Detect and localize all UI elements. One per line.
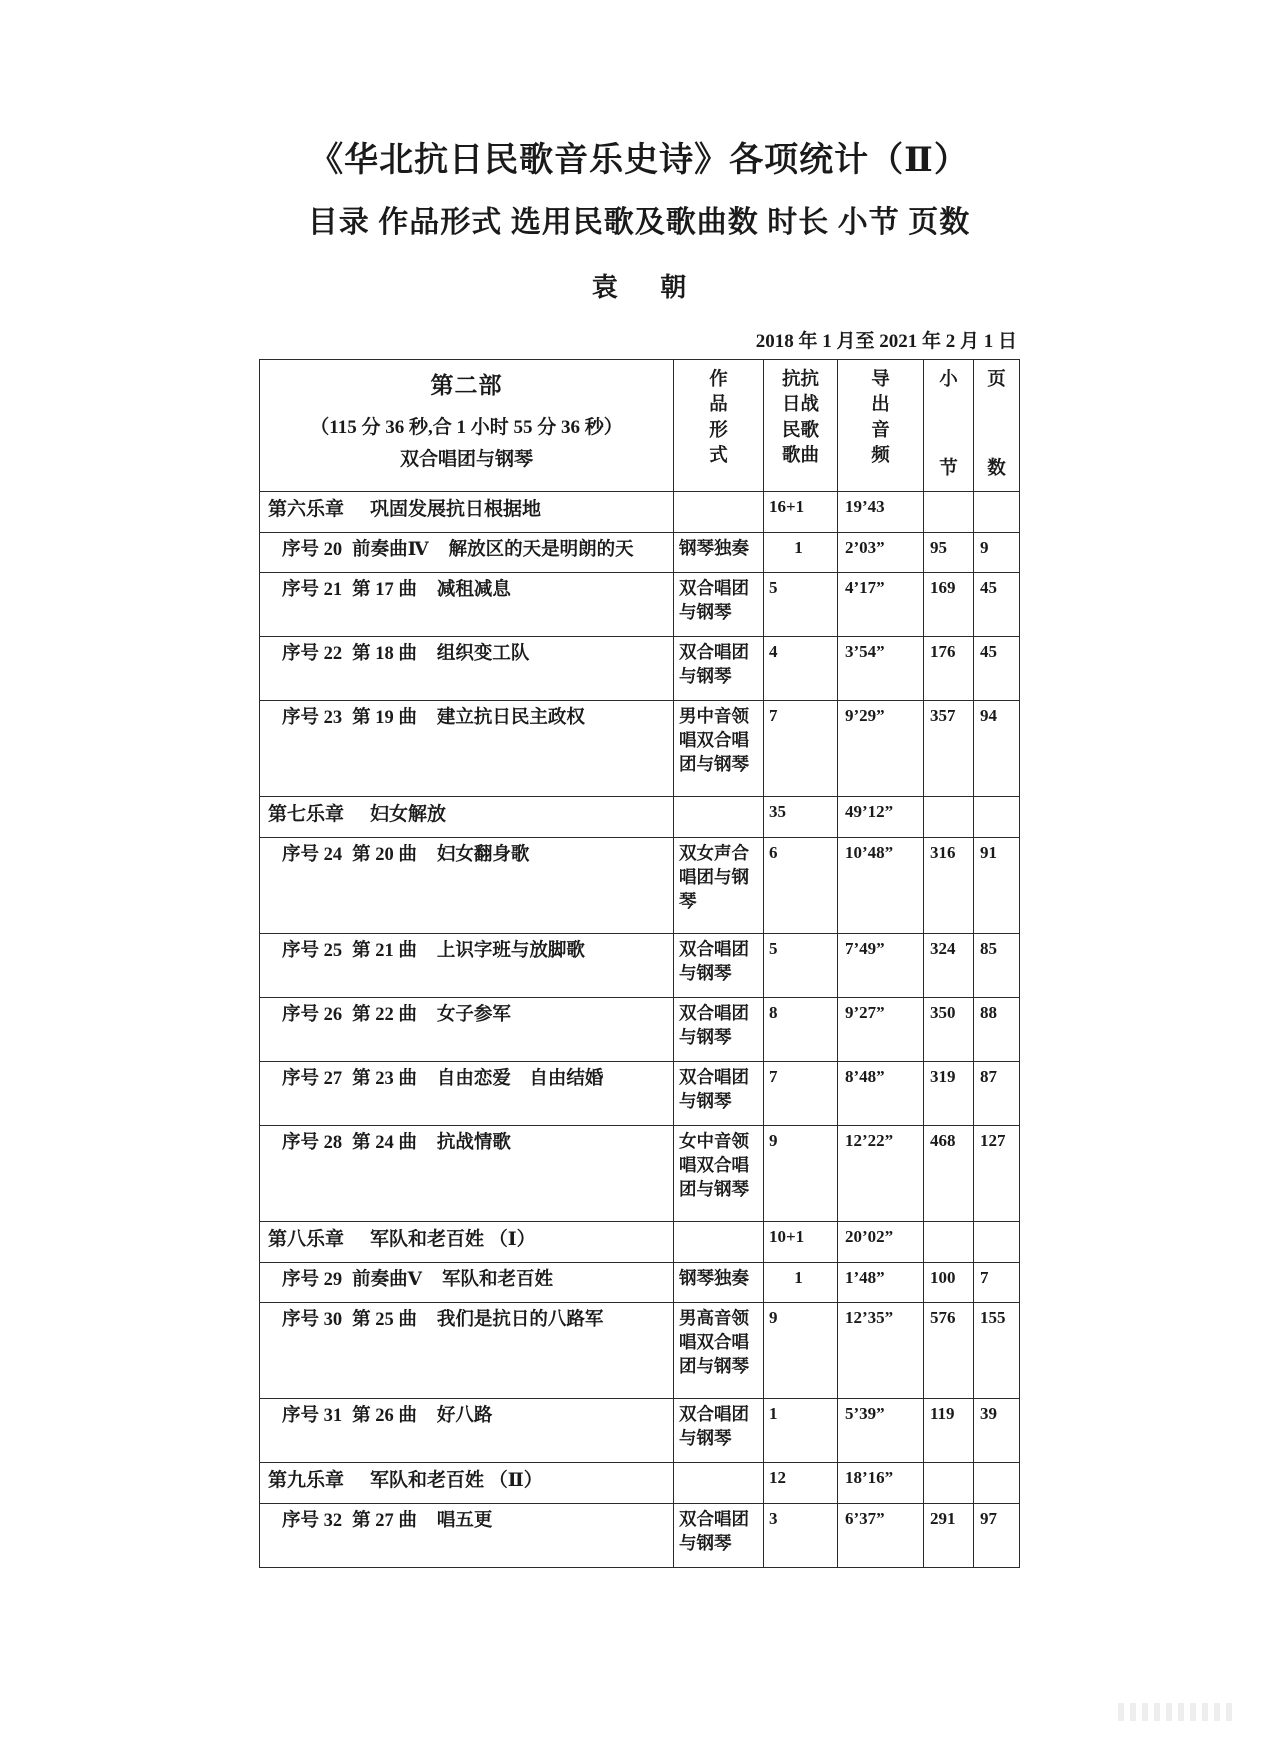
pages-cell [974, 491, 1020, 532]
form-cell: 男中音领唱双合唱团与钢琴 [674, 700, 764, 796]
movement-title-cell [260, 491, 674, 532]
songs-count-cell: 12 [764, 1462, 838, 1503]
piece-sequence: 序号 28 [282, 1132, 343, 1153]
piece-sequence: 序号 22 [282, 643, 343, 664]
table-row [260, 1462, 1020, 1503]
piece-number: 第 19 曲 [352, 707, 417, 728]
piece-number: 第 22 曲 [352, 1004, 417, 1025]
piece-sequence: 序号 30 [282, 1309, 343, 1330]
movement-label: 第六乐章 [268, 498, 345, 520]
piece-number: 第 17 曲 [352, 579, 417, 600]
form-cell: 双合唱团与钢琴 [674, 933, 764, 997]
songs-count-cell: 9 [764, 1125, 838, 1221]
audio-duration-cell: 2’03” [838, 532, 924, 572]
measures-cell [924, 491, 974, 532]
piece-sequence: 序号 25 [282, 940, 343, 961]
author-name: 袁 朝 [591, 272, 705, 302]
piece-title-cell [260, 1061, 674, 1125]
audio-duration-cell: 5’39” [838, 1398, 924, 1462]
piece-number: 第 25 曲 [352, 1309, 417, 1330]
measures-cell: 169 [924, 572, 974, 636]
header-col-pages [974, 359, 1020, 491]
pages-cell [974, 796, 1020, 837]
piece-sequence: 序号 24 [282, 844, 343, 865]
piece-number: 第 21 曲 [352, 940, 417, 961]
title-block [0, 0, 1278, 304]
form-cell: 钢琴独奏 [674, 532, 764, 572]
songs-count-cell: 4 [764, 636, 838, 700]
header-part-ensemble: 双合唱团与钢琴 [399, 449, 533, 471]
form-cell: 双合唱团与钢琴 [674, 1503, 764, 1567]
statistics-table-wrap [259, 359, 1019, 1568]
pages-cell: 94 [974, 700, 1020, 796]
piece-title-cell [260, 1398, 674, 1462]
table-row [260, 1221, 1020, 1262]
audio-duration-cell: 1’48” [838, 1262, 924, 1302]
piece-number: 第 24 曲 [352, 1132, 417, 1153]
table-row [260, 1503, 1020, 1567]
header-audio-char-1: 出 [871, 395, 890, 416]
header-form-char-0: 作 [709, 369, 728, 390]
audio-duration-cell: 20’02” [838, 1221, 924, 1262]
header-col-audio [838, 359, 924, 491]
measures-cell: 576 [924, 1302, 974, 1398]
songs-count-cell: 6 [764, 837, 838, 933]
movement-name: 军队和老百姓 （Ⅰ） [370, 1228, 536, 1250]
measures-cell [924, 1462, 974, 1503]
audio-duration-cell: 9’27” [838, 997, 924, 1061]
piece-number: 第 18 曲 [352, 643, 417, 664]
audio-duration-cell: 19’43 [838, 491, 924, 532]
songs-count-cell: 7 [764, 700, 838, 796]
table-row [260, 837, 1020, 933]
pages-cell: 155 [974, 1302, 1020, 1398]
scan-artifact [1118, 1703, 1238, 1721]
movement-name: 妇女解放 [370, 803, 447, 825]
pages-cell [974, 1221, 1020, 1262]
form-cell: 双合唱团与钢琴 [674, 636, 764, 700]
movement-label: 第八乐章 [268, 1228, 345, 1250]
header-col-form [674, 359, 764, 491]
page-title: 《华北抗日民歌音乐史诗》各项统计（Ⅱ） [309, 142, 969, 179]
header-bars-top: 小 [939, 369, 958, 390]
piece-name: 组织变工队 [436, 643, 530, 664]
piece-sequence: 序号 29 [282, 1269, 343, 1290]
audio-duration-cell: 4’17” [838, 572, 924, 636]
page-subtitle: 目录 作品形式 选用民歌及歌曲数 时长 小节 页数 [307, 205, 971, 239]
table-row [260, 532, 1020, 572]
pages-cell [974, 1462, 1020, 1503]
measures-cell: 95 [924, 532, 974, 572]
piece-sequence: 序号 20 [282, 539, 343, 560]
header-pages-top: 页 [987, 369, 1006, 390]
pages-cell: 39 [974, 1398, 1020, 1462]
pages-cell: 45 [974, 572, 1020, 636]
songs-count-cell: 3 [764, 1503, 838, 1567]
header-form-char-2: 形 [709, 420, 728, 441]
form-cell [674, 796, 764, 837]
table-header-row [260, 359, 1020, 491]
piece-number: 前奏曲Ⅳ [352, 539, 429, 560]
table-row [260, 491, 1020, 532]
form-cell: 钢琴独奏 [674, 1262, 764, 1302]
header-songs-char-1: 日战 [781, 395, 819, 416]
audio-duration-cell: 3’54” [838, 636, 924, 700]
measures-cell: 357 [924, 700, 974, 796]
movement-name: 军队和老百姓 （Ⅱ） [370, 1469, 543, 1491]
form-cell: 男高音领唱双合唱团与钢琴 [674, 1302, 764, 1398]
table-row [260, 700, 1020, 796]
movement-title-cell [260, 1462, 674, 1503]
form-cell [674, 1462, 764, 1503]
measures-cell: 119 [924, 1398, 974, 1462]
audio-duration-cell: 10’48” [838, 837, 924, 933]
piece-name: 好八路 [436, 1405, 493, 1426]
piece-title-cell [260, 997, 674, 1061]
piece-sequence: 序号 31 [282, 1405, 343, 1426]
audio-duration-cell: 12’22” [838, 1125, 924, 1221]
piece-title-cell [260, 837, 674, 933]
songs-count-cell: 1 [764, 532, 838, 572]
piece-name: 女子参军 [436, 1004, 511, 1025]
songs-count-cell: 16+1 [764, 491, 838, 532]
piece-name: 抗战情歌 [436, 1132, 511, 1153]
piece-name: 建立抗日民主政权 [436, 707, 585, 728]
header-form-char-3: 式 [709, 446, 728, 467]
measures-cell: 350 [924, 997, 974, 1061]
movement-title-cell [260, 1221, 674, 1262]
piece-number: 第 26 曲 [352, 1405, 417, 1426]
header-audio-char-2: 音 [871, 420, 890, 441]
table-row [260, 1262, 1020, 1302]
audio-duration-cell: 12’35” [838, 1302, 924, 1398]
piece-sequence: 序号 32 [282, 1510, 343, 1531]
piece-title-cell [260, 1302, 674, 1398]
piece-name: 减租减息 [436, 579, 511, 600]
piece-number: 第 27 曲 [352, 1510, 417, 1531]
measures-cell: 319 [924, 1061, 974, 1125]
audio-duration-cell: 6’37” [838, 1503, 924, 1567]
piece-name: 军队和老百姓 [442, 1269, 554, 1290]
songs-count-cell: 10+1 [764, 1221, 838, 1262]
piece-title-cell [260, 1503, 674, 1567]
piece-title-cell [260, 572, 674, 636]
piece-number: 第 20 曲 [352, 844, 417, 865]
form-cell: 双女声合唱团与钢琴 [674, 837, 764, 933]
table-row [260, 997, 1020, 1061]
songs-count-cell: 5 [764, 933, 838, 997]
table-row [260, 1061, 1020, 1125]
header-form-char-1: 品 [709, 395, 728, 416]
piece-title-cell [260, 700, 674, 796]
pages-cell: 87 [974, 1061, 1020, 1125]
piece-number: 前奏曲Ⅴ [352, 1269, 422, 1290]
form-cell: 双合唱团与钢琴 [674, 572, 764, 636]
measures-cell [924, 796, 974, 837]
pages-cell: 45 [974, 636, 1020, 700]
audio-duration-cell: 7’49” [838, 933, 924, 997]
header-part-duration: （115 分 36 秒,合 1 小时 55 分 36 秒） [310, 417, 623, 439]
pages-cell: 91 [974, 837, 1020, 933]
movement-label: 第九乐章 [268, 1469, 345, 1491]
movement-name: 巩固发展抗日根据地 [370, 498, 542, 520]
date-range: 2018 年 1 月至 2021 年 2 月 1 日 [755, 330, 1017, 352]
form-cell: 女中音领唱双合唱团与钢琴 [674, 1125, 764, 1221]
songs-count-cell: 1 [764, 1398, 838, 1462]
form-cell: 双合唱团与钢琴 [674, 1061, 764, 1125]
audio-duration-cell: 9’29” [838, 700, 924, 796]
piece-title-cell [260, 532, 674, 572]
form-cell: 双合唱团与钢琴 [674, 997, 764, 1061]
measures-cell: 324 [924, 933, 974, 997]
header-songs-char-2: 民歌 [781, 420, 819, 441]
table-row [260, 1125, 1020, 1221]
piece-title-cell [260, 1125, 674, 1221]
form-cell [674, 1221, 764, 1262]
measures-cell: 291 [924, 1503, 974, 1567]
header-audio-char-0: 导 [871, 369, 890, 390]
piece-name: 自由恋爱 自由结婚 [436, 1068, 604, 1089]
header-col-bars [924, 359, 974, 491]
header-col-songs [764, 359, 838, 491]
pages-cell: 88 [974, 997, 1020, 1061]
measures-cell: 316 [924, 837, 974, 933]
piece-name: 上识字班与放脚歌 [436, 940, 585, 961]
header-songs-char-0: 抗抗 [781, 369, 819, 390]
header-pages-bot: 数 [987, 459, 1006, 480]
table-row [260, 1398, 1020, 1462]
songs-count-cell: 5 [764, 572, 838, 636]
pages-cell: 127 [974, 1125, 1020, 1221]
statistics-table [259, 359, 1020, 1568]
table-row [260, 1302, 1020, 1398]
header-songs-char-3: 歌曲 [781, 446, 819, 467]
songs-count-cell: 7 [764, 1061, 838, 1125]
piece-sequence: 序号 27 [282, 1068, 343, 1089]
piece-name: 我们是抗日的八路军 [436, 1309, 604, 1330]
piece-sequence: 序号 26 [282, 1004, 343, 1025]
header-part-cell [260, 359, 674, 491]
movement-label: 第七乐章 [268, 803, 345, 825]
piece-title-cell [260, 636, 674, 700]
audio-duration-cell: 8’48” [838, 1061, 924, 1125]
audio-duration-cell: 49’12” [838, 796, 924, 837]
piece-name: 妇女翻身歌 [436, 844, 530, 865]
piece-name: 解放区的天是明朗的天 [448, 539, 634, 560]
form-cell: 双合唱团与钢琴 [674, 1398, 764, 1462]
piece-number: 第 23 曲 [352, 1068, 417, 1089]
piece-title-cell [260, 933, 674, 997]
audio-duration-cell: 18’16” [838, 1462, 924, 1503]
table-row [260, 796, 1020, 837]
piece-name: 唱五更 [436, 1510, 493, 1531]
songs-count-cell: 8 [764, 997, 838, 1061]
table-row [260, 933, 1020, 997]
songs-count-cell: 9 [764, 1302, 838, 1398]
measures-cell: 100 [924, 1262, 974, 1302]
piece-sequence: 序号 21 [282, 579, 343, 600]
measures-cell: 176 [924, 636, 974, 700]
header-bars-bot: 节 [939, 459, 958, 480]
pages-cell: 97 [974, 1503, 1020, 1567]
piece-sequence: 序号 23 [282, 707, 343, 728]
movement-title-cell [260, 796, 674, 837]
table-row [260, 572, 1020, 636]
measures-cell [924, 1221, 974, 1262]
measures-cell: 468 [924, 1125, 974, 1221]
pages-cell: 9 [974, 532, 1020, 572]
table-row [260, 636, 1020, 700]
piece-title-cell [260, 1262, 674, 1302]
form-cell [674, 491, 764, 532]
songs-count-cell: 35 [764, 796, 838, 837]
songs-count-cell: 1 [764, 1262, 838, 1302]
pages-cell: 85 [974, 933, 1020, 997]
header-audio-char-3: 频 [871, 446, 890, 467]
pages-cell: 7 [974, 1262, 1020, 1302]
header-part-title: 第二部 [430, 372, 503, 398]
